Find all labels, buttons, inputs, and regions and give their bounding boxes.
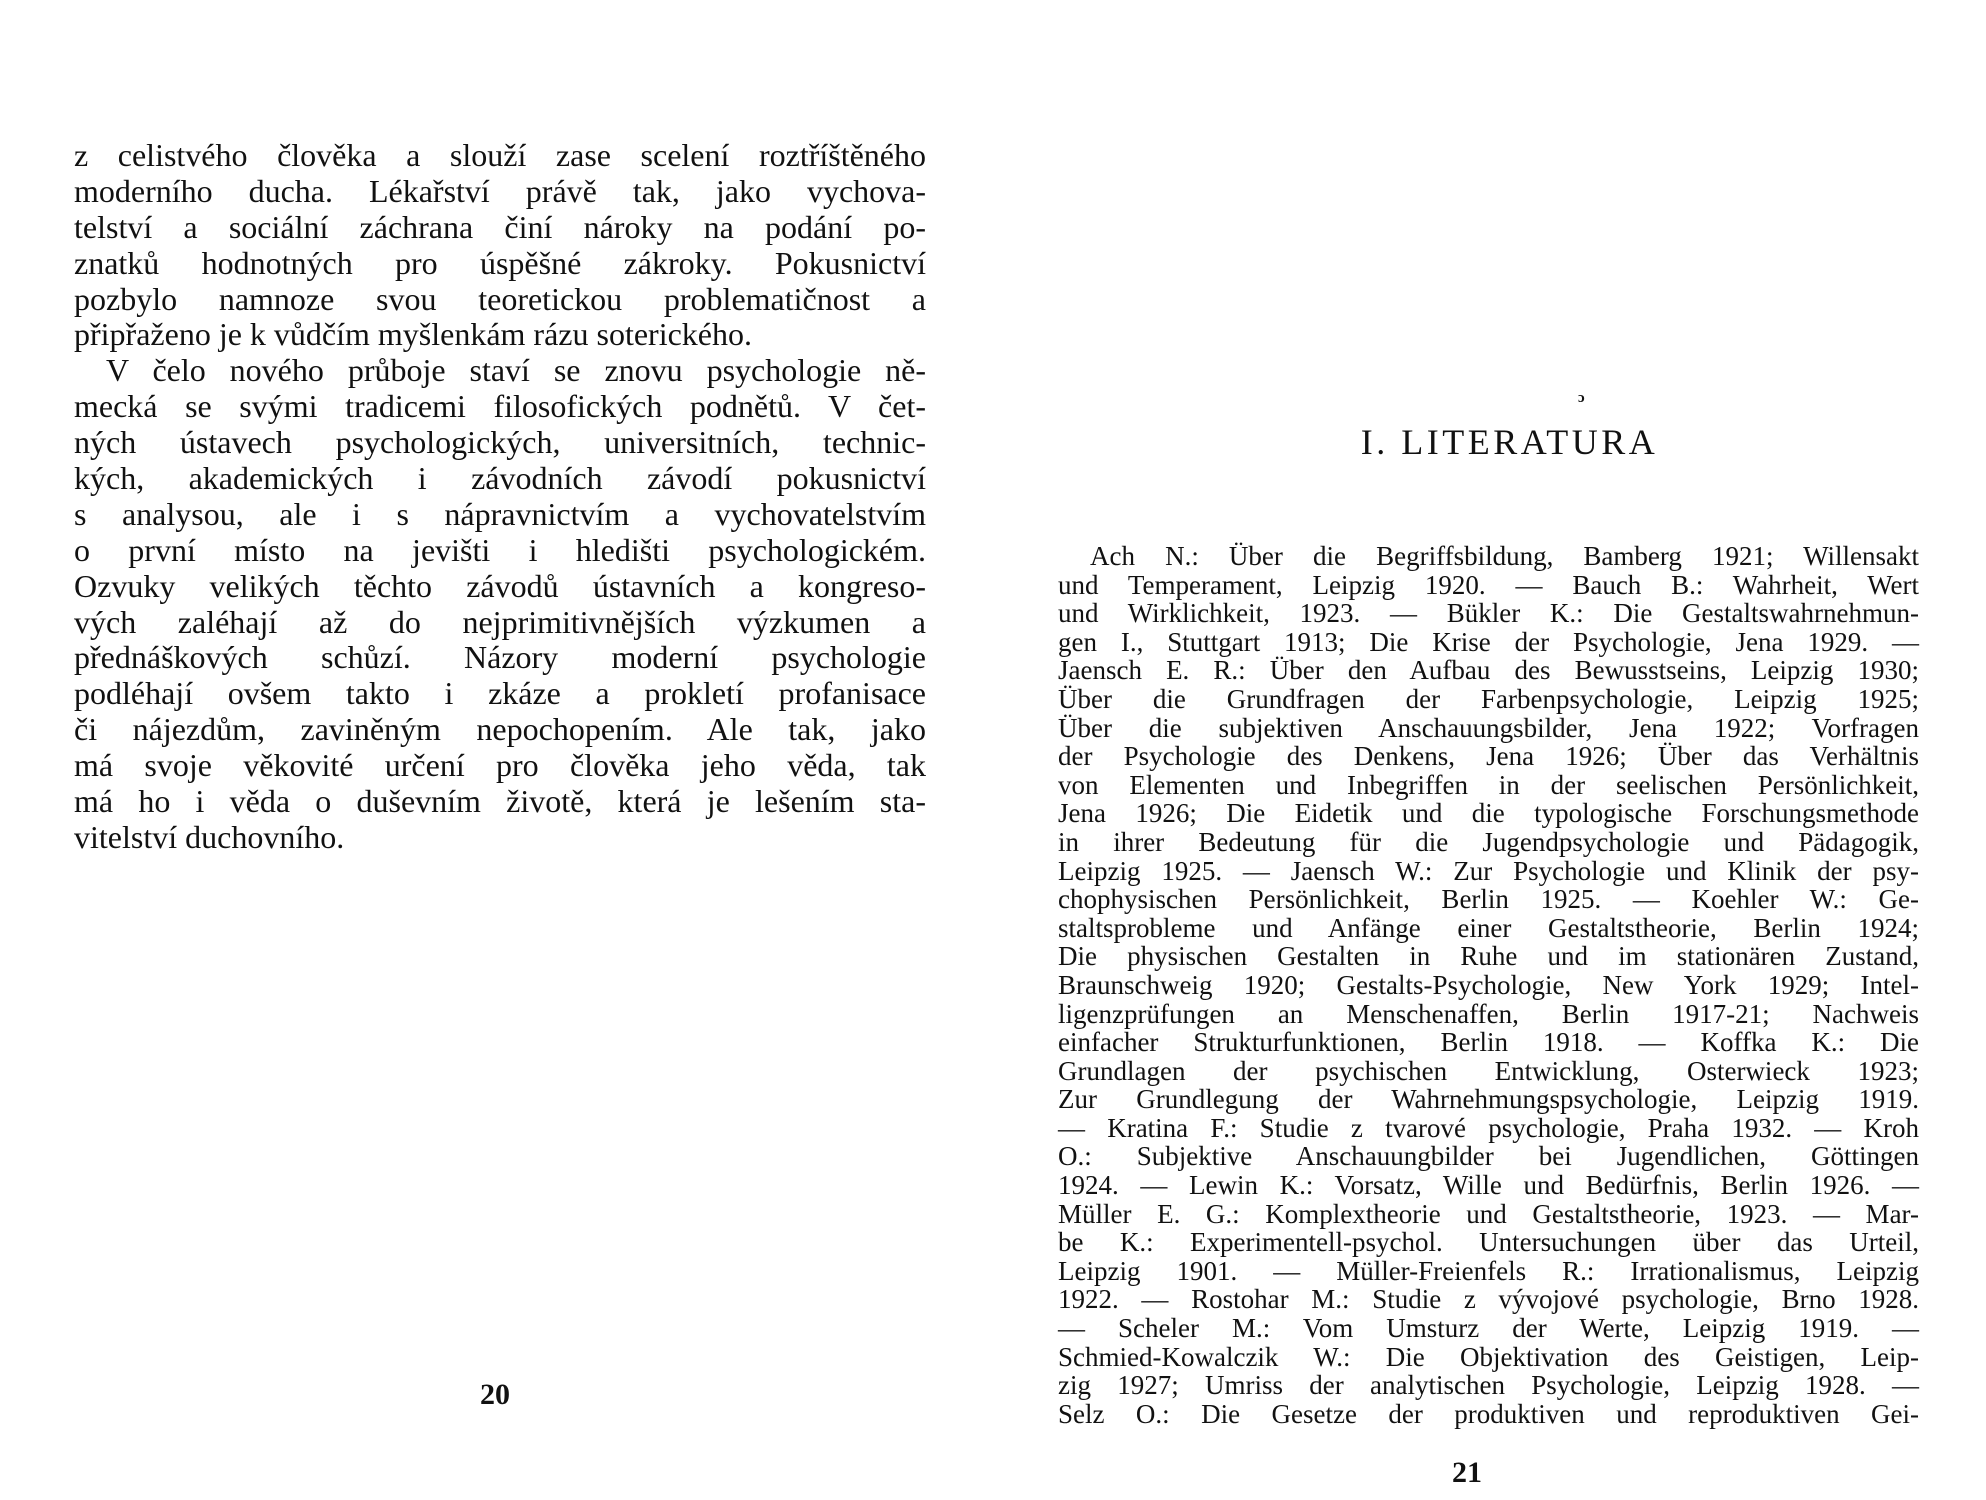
text-line: staltsprobleme und Anfänge einer Gestaltstheorie, Berlin 1924;	[1058, 912, 1919, 943]
text-line: und Temperament, Leipzig 1920. — Bauch B.: Wahrheit, Wert	[1058, 569, 1919, 600]
text-line: Ach N.: Über die Begriffsbildung, Bamberg 1921; Willensakt	[1090, 541, 1919, 571]
text-line: podléhají ovšem takto i zkáze a prokletí profanisace	[74, 675, 926, 712]
text-line: Leipzig 1901. — Müller-Freienfels R.: Irrationalismus, Leipzig	[1058, 1255, 1919, 1286]
text-line: in ihrer Bedeutung für die Jugendpsychologie und Pädagogik,	[1058, 826, 1919, 857]
text-line: Die physischen Gestalten in Ruhe und im stationären Zustand,	[1058, 941, 1919, 972]
text-line: Braunschweig 1920; Gestalts-Psychologie, New York 1929; Intel-	[1058, 969, 1919, 1000]
text-line: zig 1927; Umriss der analytischen Psychologie, Leipzig 1928. —	[1058, 1370, 1919, 1401]
print-mark: ɔ	[1578, 390, 1585, 406]
text-line: von Elementen und Inbegriffen in der seelischen Persönlichkeit,	[1058, 769, 1919, 800]
text-line: — Scheler M.: Vom Umsturz der Werte, Leipzig 1919. —	[1058, 1313, 1919, 1344]
text-line: und Wirklichkeit, 1923. — Bükler K.: Die Gestaltswahrnehmun-	[1058, 598, 1919, 629]
text-line: o první místo na jevišti i hledišti psychologickém.	[74, 531, 926, 568]
text-line: Selz O.: Die Gesetze der produktiven und reproduktiven Gei-	[1058, 1398, 1919, 1429]
text-line: má ho i věda o duševním životě, která je lešením sta-	[74, 783, 926, 820]
text-line: vitelství duchovního.	[74, 818, 345, 855]
text-line: chophysischen Persönlichkeit, Berlin 1925. — Koehler W.: Ge-	[1058, 884, 1919, 915]
text-line: vých zaléhají až do nejprimitivnějších výzkumen a	[74, 603, 926, 640]
text-line: znatků hodnotných pro úspěšné zákroky. Pokusnictví	[74, 244, 926, 281]
text-line: připřaženo je k vůdčím myšlenkám rázu soterického.	[74, 316, 752, 353]
text-line: Ozvuky velikých těchto závodů ústavních a kongreso-	[74, 567, 926, 604]
text-line: gen I., Stuttgart 1913; Die Krise der Psychologie, Jena 1929. —	[1058, 626, 1919, 657]
text-line: mecká se svými tradicemi filosofických podnětů. V čet-	[74, 388, 926, 425]
text-line: ligenzprüfungen an Menschenaffen, Berlin 1917-21; Nachweis	[1058, 998, 1919, 1029]
text-line: má svoje věkovité určení pro člověka jeho věda, tak	[74, 747, 926, 784]
text-line: einfacher Strukturfunktionen, Berlin 1918. — Koffka K.: Die	[1058, 1027, 1919, 1058]
text-line: moderního ducha. Lékařství právě tak, jako vychova-	[74, 172, 926, 209]
text-line: be K.: Experimentell-psychol. Untersuchungen über das Urteil,	[1058, 1227, 1919, 1258]
text-line: pozbylo namnoze svou teoretickou problematičnost a	[74, 280, 926, 317]
text-line: Müller E. G.: Komplextheorie und Gestaltstheorie, 1923. — Mar-	[1058, 1198, 1919, 1229]
left-page-body	[74, 138, 926, 856]
text-line: O.: Subjektive Anschauungbilder bei Jugendlichen, Göttingen	[1058, 1141, 1919, 1172]
page-number: 21	[1452, 1456, 1482, 1489]
text-line: V čelo nového průboje staví se znovu psychologie ně-	[106, 352, 926, 389]
text-line: der Psychologie des Denkens, Jena 1926; Über das Verhältnis	[1058, 741, 1919, 772]
page-number: 20	[480, 1378, 510, 1411]
text-line: Jena 1926; Die Eidetik und die typologische Forschungsmethode	[1058, 798, 1919, 829]
text-line: s analysou, ale i s nápravnictvím a vychovatelstvím	[74, 495, 926, 532]
text-line: telství a sociální záchrana činí nároky na podání po-	[74, 208, 926, 245]
text-line: Zur Grundlegung der Wahrnehmungspsychologie, Leipzig 1919.	[1058, 1084, 1919, 1115]
section-heading: I. LITERATURA	[1360, 422, 1659, 462]
right-page	[993, 0, 1986, 1500]
text-line: Über die subjektiven Anschauungsbilder, Jena 1922; Vorfragen	[1058, 712, 1919, 743]
text-line: Über die Grundfragen der Farbenpsychologie, Leipzig 1925;	[1058, 683, 1919, 714]
text-line: či nájezdům, zaviněným nepochopením. Ale tak, jako	[74, 711, 926, 748]
text-line: Jaensch E. R.: Über den Aufbau des Bewusstseins, Leipzig 1930;	[1058, 655, 1919, 686]
text-line: Grundlagen der psychischen Entwicklung, Osterwieck 1923;	[1058, 1055, 1919, 1086]
text-line: přednáškových schůzí. Názory moderní psychologie	[74, 639, 926, 676]
text-line: kých, akademických i závodních závodí pokusnictví	[74, 460, 926, 497]
text-line: Leipzig 1925. — Jaensch W.: Zur Psychologie und Klinik der psy-	[1058, 855, 1919, 886]
text-line: 1924. — Lewin K.: Vorsatz, Wille und Bedürfnis, Berlin 1926. —	[1058, 1170, 1919, 1201]
text-line: — Kratina F.: Studie z tvarové psychologie, Praha 1932. — Kroh	[1058, 1112, 1919, 1143]
text-line: z celistvého člověka a slouží zase scelení roztříštěného	[74, 137, 926, 173]
text-line: ných ústavech psychologických, universitních, technic-	[74, 424, 926, 461]
bibliography	[1058, 542, 1919, 1428]
text-line: 1922. — Rostohar M.: Studie z vývojové psychologie, Brno 1928.	[1058, 1284, 1919, 1315]
text-line: Schmied-Kowalczik W.: Die Objektivation des Geistigen, Leip-	[1058, 1341, 1919, 1372]
